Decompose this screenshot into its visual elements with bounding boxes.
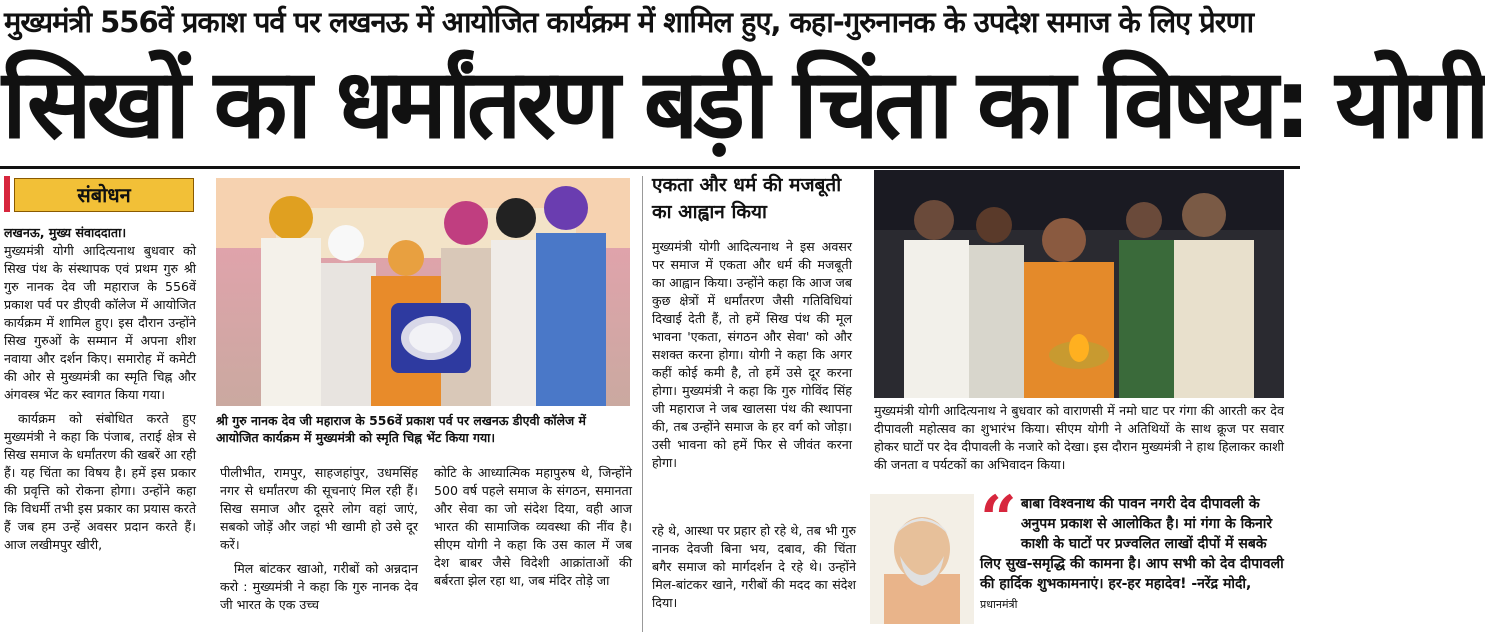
col4-paragraph-1: मुख्यमंत्री योगी आदित्यनाथ ने इस अवसर पर समाज में एकता और धर्म की मजबूती का आह्वान किया। उन्होंने कहा कि आज जब कुछ क्षेत्रों में धर्मांतरण जैसी गतिविधियां दिखाई देती हैं, तो हमें सिख पंथ की मूल भावना 'एकता, संगठन और सेवा' को और सशक्त करना होगा। योगी ने कहा कि अगर कहीं कोई कमी है, तो हमें उसे दूर करना होगा। मुख्यमंत्री ने कहा कि गुरु गोविंद सिंह जी महाराज ने जब खालसा पंथ की स्थापना की, तब उन्होंने समाज के हर वर्ग को जोड़ा। उसी भावना को हमें फिर से जीवंत करना होगा।: [652, 239, 852, 470]
headline-rule: [0, 166, 1300, 169]
quote-author-role: प्रधानमंत्री: [980, 598, 1018, 611]
pm-quote: [980, 482, 1284, 634]
pm-portrait-image: [870, 494, 974, 624]
col1-paragraph-1: मुख्यमंत्री योगी आदित्यनाथ बुधवार को सिख पंथ के संस्थापक एवं प्रथम गुरु श्री गुरु नानक देव जी महाराज के 556वें प्रकाश पर्व पर डीएवी कॉलेज में आयोजित कार्यक्रम में शामिल हुए। इस दौरान उन्होंने सिख गुरुओं के सम्मान में अपना शीश नवाया और दर्शन किए। समारोह में कमेटी की ओर से मुख्यमंत्री का स्मृति चिह्न और अंगवस्त्र भेंट कर स्वागत किया गया।: [4, 243, 196, 402]
column-1: [4, 224, 196, 634]
column-divider: [642, 176, 643, 632]
quote-mark-icon: “: [980, 482, 1017, 557]
photo1-caption: श्री गुरु नानक देव जी महाराज के 556वें प्रकाश पर्व पर लखनऊ डीएवी कॉलेज में आयोजित कार्यक्रम में मुख्यमंत्री को स्मृति चिह्न भेंट किया गया।: [216, 413, 586, 445]
subheading: एकता और धर्म की मजबूती का आह्वान किया: [652, 174, 842, 223]
column-4-continued: [652, 522, 856, 632]
pm-portrait: [870, 494, 974, 624]
col2-paragraph-1: पीलीभीत, रामपुर, साहजहांपुर, उधमसिंह नगर से धर्मांतरण की सूचनाएं मिल रही हैं। सिख समाज और दूसरे लोग वहां जाएं, सबको जोड़ें और जहां भी खामी हो उसे दूर करें।: [220, 465, 418, 552]
photo-aarti: [874, 170, 1284, 398]
kicker-line: मुख्यमंत्री 556वें प्रकाश पर्व पर लखनऊ में आयोजित कार्यक्रम में शामिल हुए, कहा-गुरुनानक के उपदेश समाज के लिए प्रेरणा: [4, 5, 1254, 39]
quote-author: -नरेंद्र मोदी,: [1191, 576, 1252, 592]
photo-ceremony: [216, 178, 630, 406]
headline: सिखों का धर्मांतरण बड़ी चिंता का विषय: योगी: [2, 48, 1485, 160]
section-label-text: संबोधन: [14, 178, 194, 212]
col4-paragraph-2: रहे थे, आस्था पर प्रहार हो रहे थे, तब भी गुरु नानक देवजी बिना भय, दबाव, की चिंता बगैर समाज को मार्गदर्शन दे रहे थे। उन्होंने मिल-बांटकर खाने, गरीबों की मदद का संदेश दिया।: [652, 523, 856, 610]
byline: लखनऊ, मुख्य संवाददाता।: [4, 225, 127, 240]
col2-paragraph-2: मिल बांटकर खाओ, गरीबों को अन्नदान करो : मुख्यमंत्री ने कहा कि गुरु नानक देव जी भारत के एक उच्च: [220, 561, 418, 612]
label-accent-bar: [4, 176, 10, 212]
quote-text: बाबा विश्वनाथ की पावन नगरी देव दीपावली के अनुपम प्रकाश से आलोकित है। मां गंगा के किनारे काशी के घाटों पर प्रज्वलित लाखों दीपों में सबके लिए सुख-समृद्धि की कामना है। आप सभी को देव दीपावली की हार्दिक शुभकामनाएं। हर-हर महादेव!: [980, 496, 1284, 592]
photo-aarti-image: [874, 170, 1284, 398]
photo-ceremony-image: [216, 178, 630, 406]
section-label: [4, 176, 192, 212]
column-4: [652, 238, 852, 508]
col3-paragraph-1: कोटि के आध्यात्मिक महापुरुष थे, जिन्होंने 500 वर्ष पहले समाज के संगठन, समानता और सेवा का जो संदेश दिया, वही आज भारत की सामाजिक व्यवस्था की नींव है। सीएम योगी ने कहा कि उस काल में जब देश बाबर जैसे विदेशी आक्रांताओं की बर्बरता झेल रहा था, जब मंदिर तोड़े जा: [434, 465, 632, 588]
column-2: [220, 464, 418, 634]
col1-paragraph-2: कार्यक्रम को संबोधित करते हुए मुख्यमंत्री ने कहा कि पंजाब, तराई क्षेत्र से सिख समाज के धर्मांतरण की खबरें आ रही हैं। यह चिंता का विषय है। हमें इस प्रकार की प्रवृत्ति को रोकना होगा। उन्होंने कहा कि विधर्मी तभी इस प्रकार का प्रयास करते हैं जब हम उन्हें अवसर प्रदान करते हैं। आज लखीमपुर खीरी,: [4, 411, 196, 552]
photo2-caption: मुख्यमंत्री योगी आदित्यनाथ ने बुधवार को वाराणसी में नमो घाट पर गंगा की आरती कर देव दीपावली महोत्सव का शुभारंभ किया। सीएम योगी ने अतिथियों के साथ क्रूज पर सवार होकर घाटों पर देव दीपावली के नजारे को देखा। इस दौरान मुख्यमंत्री ने हाथ हिलाकर काशी की जनता व पर्यटकों का अभिवादन किया।: [874, 403, 1284, 472]
column-3: [434, 464, 632, 634]
